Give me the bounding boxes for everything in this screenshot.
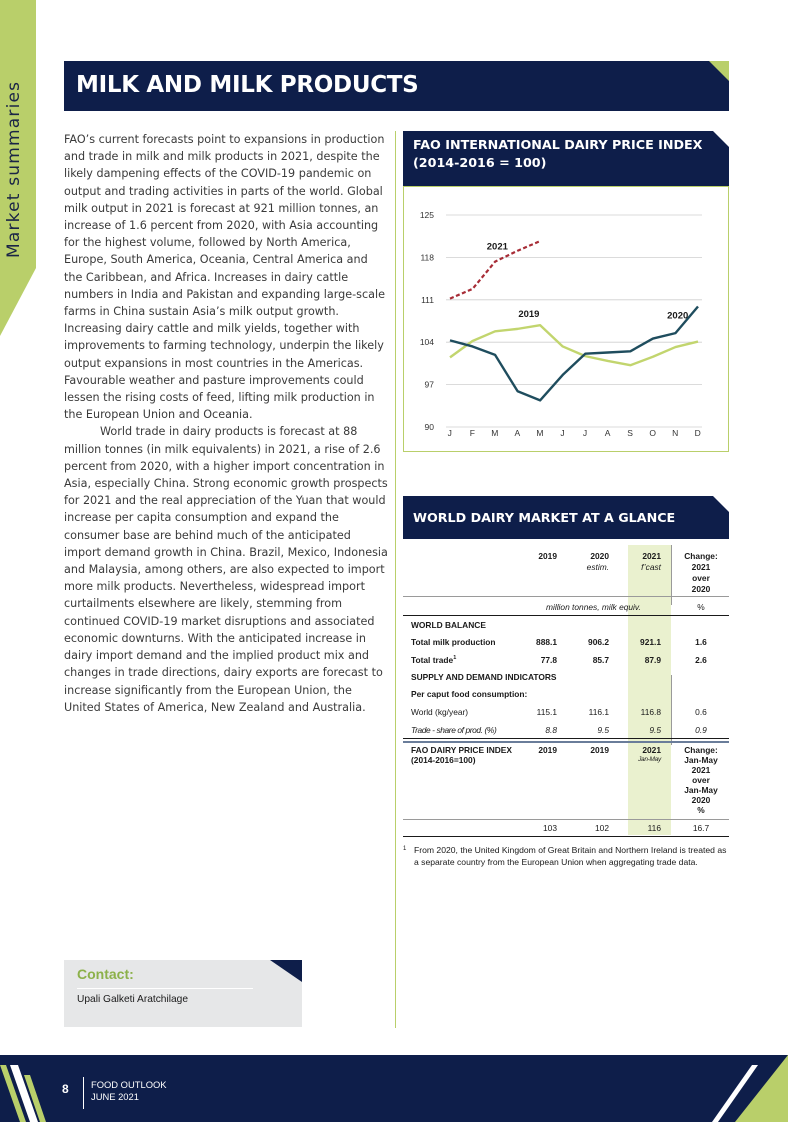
y-tick-label: 97: [424, 379, 434, 390]
x-tick-label: F: [469, 428, 476, 438]
col-change-l3: over: [692, 573, 710, 583]
section-label: Market summaries: [4, 80, 24, 258]
col-change-l1: Change:: [684, 551, 718, 561]
price-index-chart-box: [403, 186, 729, 452]
pi-change-l1: Change:: [684, 745, 718, 755]
series-label-2020: 2020: [667, 310, 689, 322]
x-tick-label: A: [604, 428, 611, 438]
footnote-text: From 2020, the United Kingdom of Great Britain and Northern Ireland is treated as a separate country from the European Union when aggregating trade data.: [414, 845, 727, 867]
page-footer: [0, 1055, 788, 1122]
col-2019: 2019: [538, 551, 557, 561]
price-index-val-1: 103: [543, 823, 557, 833]
paragraph-1: FAO’s current forecasts point to expansions in production and trade in milk and milk products in 2021, despite the likely dampening effects of the COVID-19 pandemic on output and trading activities in parts of the world. Global milk output in 2021 is forecast at 921 million tonnes, an increase of 1.6 percent from 2020, with Asia accounting for the highest volume, followed by North America, Europe, South America, Oceania, Central America and the Caribbean, and Africa. Increases in dairy cattle numbers in India and Pakistan and expanding large-scale farms in China sustain Asia’s milk output growth. Increasing dairy cattle and milk yields, together with improvements to farming technology, underpin the likely output expansions in most countries in the Americas. Favourable weather and pasture improvements could lessen the rising costs of feed, lifting milk production in the European Union and Oceania.: [64, 133, 385, 422]
contact-title: Contact:: [77, 966, 134, 982]
price-index-col-1: 2019: [538, 745, 557, 755]
cell-share-change: 0.9: [695, 725, 707, 735]
table-rule: [403, 836, 729, 837]
cell-milk-2019: 888.1: [536, 637, 557, 647]
pi-change-l5: Jan-May: [684, 785, 718, 795]
title-bar: [64, 61, 729, 111]
pi-change-l3: 2021: [691, 765, 711, 775]
y-tick-label: 118: [420, 252, 434, 263]
x-tick-label: J: [582, 428, 588, 438]
title-corner-accent: [709, 61, 729, 81]
footnote-ref: 1: [453, 655, 457, 662]
article-body: [64, 131, 388, 716]
series-label-2021: 2021: [486, 241, 508, 253]
cell-trade-2021: 87.9: [644, 655, 661, 665]
cell-world-2021: 116.8: [640, 707, 661, 717]
per-caput-heading: Per caput food consumption:: [411, 689, 528, 699]
col-2021-sub: f’cast: [641, 562, 661, 572]
contact-name: Upali Galketi Aratchilage: [77, 994, 188, 1005]
x-tick-label: N: [672, 428, 679, 438]
table-divider: [671, 675, 672, 745]
table-rule: [403, 596, 729, 597]
x-tick-label: M: [536, 428, 544, 438]
x-tick-label: J: [560, 428, 566, 438]
pi-change-l4: over: [692, 775, 710, 785]
cell-milk-2020: 906.2: [588, 637, 609, 647]
world-balance-heading: WORLD BALANCE: [411, 620, 486, 630]
cell-share-2021: 9.5: [649, 725, 661, 735]
row-label-milk-production: Total milk production: [411, 637, 496, 647]
table-footnote: [403, 845, 733, 868]
table-rule-double: [403, 741, 729, 743]
glance-title: WORLD DAIRY MARKET AT A GLANCE: [413, 510, 676, 525]
price-index-col-3: 2021: [642, 745, 661, 755]
pi-change-l2: Jan-May: [684, 755, 718, 765]
panel-corner-cut: [713, 131, 729, 147]
price-index-panel-header: [403, 131, 729, 187]
x-tick-label: S: [627, 428, 634, 438]
series-line-2019: [450, 325, 698, 365]
table-rule: [403, 819, 729, 820]
cell-milk-change: 1.6: [695, 637, 707, 647]
col-change-l2: 2021: [691, 562, 711, 572]
dairy-market-table: [403, 539, 729, 839]
forecast-column-highlight: [628, 545, 671, 835]
x-tick-label: D: [694, 428, 702, 438]
x-tick-label: J: [447, 428, 453, 438]
paragraph-2: World trade in dairy products is forecast at 88 million tonnes (in milk equivalents) in 2021, a rise of 2.6 percent from 2020, with a higher import concentration in Asia, especially China. Strong economic growth prospects for 2021 and the real appreciation of the Yuan that would increase per capita consumption and expand the consumer base are behind much of the anticipated import demand growth in China. Brazil, Mexico, Indonesia and Malaysia, among others, are also expected to import more milk products. Nevertheless, widespread import curtailments elsewhere are likely, stemming from continued COVID-19 market disruptions and associated economic downturns. With the anticipated increase in dairy import demand and the implied product mix and changes in trade directions, dairy exports are forecast to increase significantly from the European Union, the United States of America, New Zealand and Australia.: [64, 425, 388, 714]
units-main: million tonnes, milk equiv.: [546, 602, 641, 612]
price-index-col-3-sub: Jan-May: [638, 756, 661, 763]
price-index-val-3: 116: [647, 823, 661, 833]
cell-milk-2021: 921.1: [640, 637, 661, 647]
price-index-val-2: 102: [595, 823, 609, 833]
page-number: 8: [62, 1082, 69, 1096]
cell-trade-change: 2.6: [695, 655, 707, 665]
price-index-title: FAO INTERNATIONAL DAIRY PRICE INDEX: [413, 137, 703, 152]
column-divider: [395, 131, 396, 1028]
price-index-col-2: 2019: [590, 745, 609, 755]
footnote-marker: 1: [403, 846, 407, 852]
y-tick-label: 125: [419, 210, 434, 220]
table-rule: [403, 738, 729, 739]
row-label-world: World (kg/year): [411, 707, 469, 717]
contact-box: [64, 960, 302, 1027]
series-label-2019: 2019: [518, 309, 540, 321]
publication-date: JUNE 2021: [91, 1091, 139, 1102]
cell-trade-2019: 77.8: [540, 655, 557, 665]
units-pct: %: [697, 602, 705, 612]
price-index-change: 16.7: [692, 823, 710, 833]
publication-title: FOOD OUTLOOK: [91, 1079, 167, 1090]
contact-divider: [77, 988, 253, 989]
page-title: MILK AND MILK PRODUCTS: [76, 72, 419, 98]
row-label-trade-share: Trade - share of prod. (%): [411, 725, 497, 735]
supply-demand-heading: SUPPLY AND DEMAND INDICATORS: [411, 672, 557, 682]
price-index-subtitle: (2014-2016 = 100): [413, 155, 547, 170]
y-tick-label: 111: [421, 294, 434, 305]
col-2021: 2021: [642, 551, 661, 561]
cell-world-2019: 115.1: [536, 707, 557, 717]
cell-share-2020: 9.5: [597, 725, 609, 735]
publication-name: [91, 1079, 167, 1103]
price-index-label-l2: (2014-2016=100): [411, 755, 476, 765]
cell-world-change: 0.6: [695, 707, 707, 717]
y-tick-label: 104: [419, 337, 434, 348]
pi-change-l7: %: [697, 805, 705, 815]
price-index-label-l1: FAO DAIRY PRICE INDEX: [411, 745, 512, 755]
cell-world-2020: 116.1: [588, 707, 609, 717]
price-index-chart: [404, 187, 730, 453]
cell-trade-2020: 85.7: [592, 655, 609, 665]
table-rule: [403, 615, 729, 616]
footer-divider: [83, 1077, 84, 1109]
pi-change-l6: 2020: [691, 795, 711, 805]
contact-corner-accent: [270, 960, 302, 982]
x-tick-label: A: [514, 428, 521, 438]
row-label-total-trade: Total trade$^1$: [411, 655, 457, 665]
col-2020-sub: estim.: [586, 562, 609, 572]
x-tick-label: M: [491, 428, 499, 438]
panel-corner-cut: [713, 496, 729, 512]
side-tab-cut: [0, 268, 36, 336]
cell-share-2019: 8.8: [545, 725, 557, 735]
glance-panel-header: [403, 496, 729, 539]
x-tick-label: O: [649, 428, 657, 438]
col-2020: 2020: [590, 551, 609, 561]
col-change-l4: 2020: [691, 584, 711, 594]
y-tick-label: 90: [424, 422, 434, 432]
